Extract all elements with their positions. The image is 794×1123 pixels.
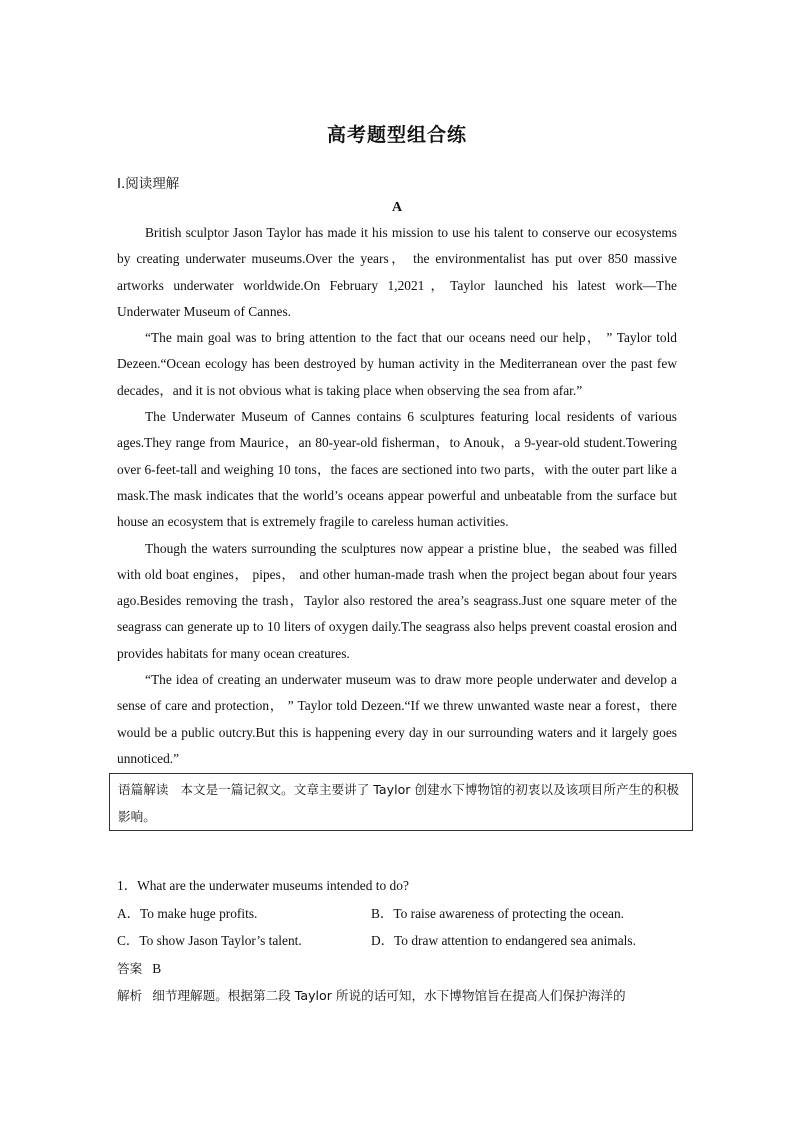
paragraph: “The main goal was to bring attention to the fact that our oceans need our help， ” Taylor told Dezeen.“Ocean ecology has been destroyed by human activity in the Mediterranean over the past few decades，and it is not obvious what is taking place when observing the sea from afar.” [117, 330, 677, 398]
options-row [117, 927, 677, 955]
question-block [117, 872, 677, 1010]
passage-body [117, 220, 677, 772]
analysis-label: 解析 [117, 988, 143, 1003]
section-heading: Ⅰ.阅读理解 [117, 176, 180, 192]
note-text: 本文是一篇记叙文。文章主要讲了 Taylor 创建水下博物馆的初衷以及该项目所产生的积极影响。 [118, 782, 679, 824]
answer-label: 答案 [117, 960, 143, 976]
page-title: 高考题型组合练 [326, 124, 467, 146]
passage-letter: A [391, 200, 403, 215]
paragraph: “The idea of creating an underwater museum was to draw more people underwater and develop a sense of care and protection， ” Taylor told Dezeen.“If we threw unwanted waste near a forest，there would be a public outcry.But this is happening every day in our surrounding waters and it largely goes unnoticed.” [117, 672, 677, 766]
answer-value: B [152, 960, 162, 976]
paragraph: The Underwater Museum of Cannes contains 6 sculptures featuring local residents of various ages.They range from Maurice，an 80-year-old fisherman，to Anouk，a 9-year-old student.Towering over 6-feet-tall and weighing 10 tons，the faces are sectioned into two parts，with the outer part like a mask.The mask indicates that the world’s oceans appear powerful and unbeatable from the surface but house an ecosystem that is extremely fragile to careless human activities. [117, 409, 677, 530]
paragraph: Though the waters surrounding the sculptures now appear a pristine blue，the seabed was filled with old boat engines， pipes， and other human-made trash when the project began about four years ago.Besides removing the trash，Taylor also restored the area’s seagrass.Just one square meter of the seagrass can generate up to 10 liters of oxygen daily.The seagrass also helps prevent coastal erosion and provides habitats for many ocean creatures. [117, 540, 677, 661]
option-c: C．To show Jason Taylor’s talent. [117, 933, 302, 948]
analysis-text: 细节理解题。根据第二段 Taylor 所说的话可知，水下博物馆旨在提高人们保护海洋的 [152, 988, 626, 1003]
analysis-line [117, 982, 677, 1010]
answer-line [117, 955, 677, 983]
option-d: D．To draw attention to endangered sea animals. [371, 933, 636, 948]
reading-note-box [109, 773, 693, 831]
option-b: B．To raise awareness of protecting the ocean. [371, 905, 625, 921]
note-label: 语篇解读 [118, 782, 169, 797]
question-stem: 1．What are the underwater museums intended to do? [117, 878, 409, 893]
options-row [117, 900, 677, 928]
option-a: A．To make huge profits. [117, 905, 258, 921]
paragraph: British sculptor Jason Taylor has made it his mission to use his talent to conserve our ecosystems by creating underwater museums.Over the years， the environmentalist has put over 850 massive artworks underwater worldwide.On February 1,2021，Taylor launched his latest work—The Underwater Museum of Cannes. [117, 225, 677, 319]
